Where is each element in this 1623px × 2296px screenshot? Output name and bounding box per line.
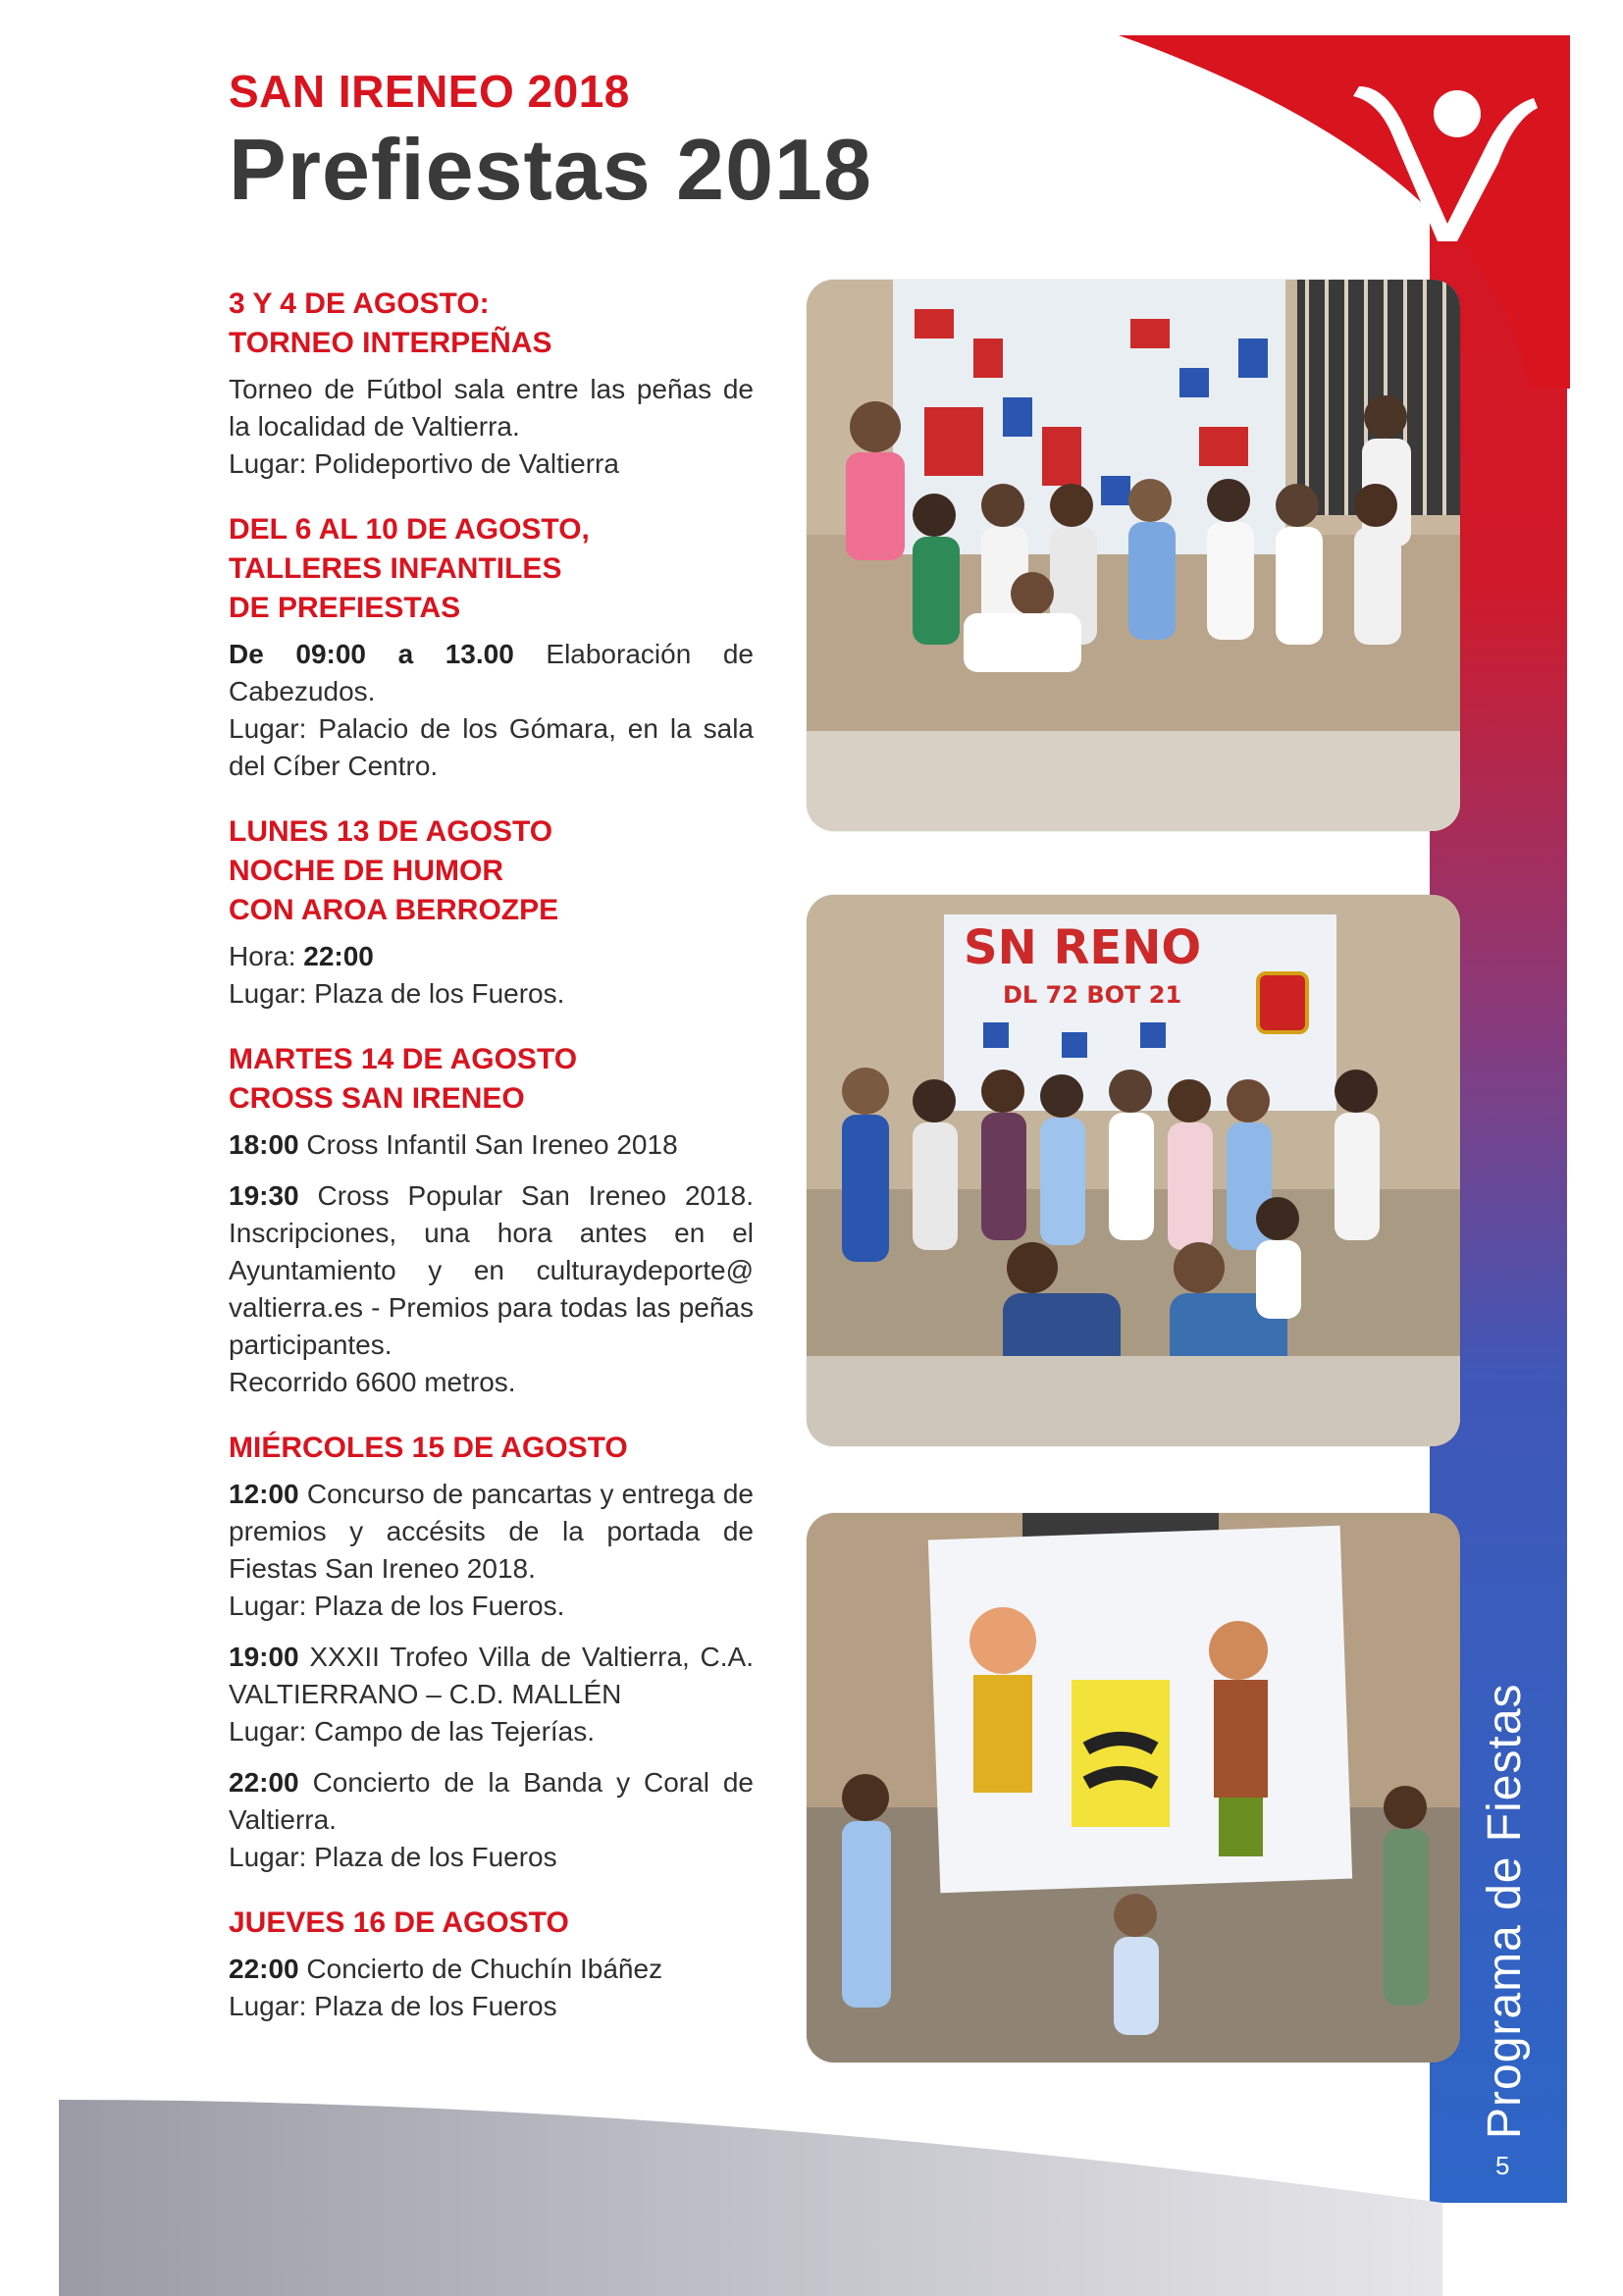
- event-heading: 3 Y 4 DE AGOSTO: TORNEO INTERPEÑAS: [229, 287, 552, 359]
- event-text: Concierto de Chuchín Ibáñez: [306, 1954, 663, 1984]
- event-location: Lugar: Plaza de los Fueros: [229, 1842, 557, 1872]
- event-text: Cross Infantil San Ireneo 2018: [306, 1129, 678, 1160]
- event-jueves-16: [229, 1904, 754, 2025]
- event-text: Concierto de la Banda y Coral de Valtierra.: [229, 1767, 755, 1835]
- event-heading: MIÉRCOLES 15 DE AGOSTO: [229, 1432, 628, 1464]
- event-location: Lugar: Plaza de los Fueros: [229, 1991, 557, 2021]
- hour-label: Hora:: [229, 941, 296, 971]
- event-cross-san-ireneo: [229, 1040, 754, 1401]
- photo-cross-group: [807, 895, 1460, 1446]
- event-extra: Recorrido 6600 metros.: [229, 1367, 516, 1397]
- event-item: [229, 1764, 754, 1876]
- event-location: Lugar: Palacio de los Gómara, en la sala del Cíber Centro.: [229, 713, 754, 781]
- page-title: Prefiestas 2018: [229, 121, 872, 218]
- photo-pancartas-group: [807, 1513, 1460, 2062]
- event-heading: LUNES 13 DE AGOSTO NOCHE DE HUMOR CON AROA BERROZPE: [229, 815, 559, 926]
- event-item-text: [229, 1764, 754, 1839]
- event-item-text: [229, 1476, 754, 1588]
- event-torneo-interpenas: [229, 285, 754, 483]
- event-talleres-infantiles: [229, 510, 754, 785]
- event-time: De 09:00 a 13.00: [229, 639, 514, 669]
- event-text: Cross Popular San Ireneo 2018. Inscripciones, una hora antes en el Ayuntamiento y en culturaydeporte@ valtierra.es - Premios para todas las peñas participantes.: [229, 1180, 755, 1360]
- event-location: Lugar: Plaza de los Fueros.: [229, 978, 565, 1009]
- event-time: 22:00: [229, 1954, 299, 1984]
- event-description: [229, 636, 754, 710]
- event-heading: MARTES 14 DE AGOSTO CROSS SAN IRENEO: [229, 1043, 578, 1115]
- event-time: 22:00: [229, 1767, 299, 1798]
- event-hour: [229, 938, 754, 975]
- page-subtitle: SAN IRENEO 2018: [229, 66, 630, 117]
- valtierra-logo-icon: [1349, 77, 1545, 243]
- event-location: Lugar: Polideportivo de Valtierra: [229, 448, 619, 479]
- event-time: 22:00: [303, 941, 374, 971]
- event-location: Lugar: Campo de las Tejerías.: [229, 1716, 596, 1747]
- event-item: [229, 1476, 754, 1625]
- photo-talleres-group: [807, 280, 1460, 831]
- event-noche-de-humor: [229, 812, 754, 1013]
- event-time: 19:00: [229, 1642, 299, 1672]
- event-item: [229, 1177, 754, 1364]
- event-text: XXXII Trofeo Villa de Valtierra, C.A. VALTIERRANO – C.D. MALLÉN: [229, 1642, 755, 1709]
- event-time: 19:30: [229, 1180, 299, 1211]
- bottom-wave-decoration: [0, 2061, 1442, 2296]
- event-text: Concurso de pancartas y entrega de premios y accésits de la portada de Fiestas San Ireneo 2018.: [229, 1479, 755, 1584]
- sidebar-vertical-label: Programa de Fiestas: [1479, 1683, 1531, 2139]
- event-item: [229, 1126, 754, 1164]
- event-miercoles-15: [229, 1429, 754, 1876]
- events-list: [229, 285, 754, 2053]
- page-number: 5: [1495, 2151, 1510, 2180]
- event-time: 12:00: [229, 1479, 299, 1509]
- event-text: Elaboración de Cabezudos.: [229, 639, 754, 706]
- event-location: Lugar: Plaza de los Fueros.: [229, 1591, 565, 1621]
- banner-subtitle-text: DL 72 BOT 21: [1003, 981, 1182, 1009]
- banner-title-text: SN RENO: [964, 920, 1202, 975]
- event-heading: JUEVES 16 DE AGOSTO: [229, 1906, 569, 1939]
- event-item-text: [229, 1639, 754, 1713]
- event-time: 18:00: [229, 1129, 299, 1160]
- event-heading: DEL 6 AL 10 DE AGOSTO, TALLERES INFANTILES DE PREFIESTAS: [229, 513, 590, 624]
- event-description: Torneo de Fútbol sala entre las peñas de la localidad de Valtierra.: [229, 374, 754, 442]
- event-item: [229, 1639, 754, 1750]
- event-item-text: [229, 1951, 754, 1988]
